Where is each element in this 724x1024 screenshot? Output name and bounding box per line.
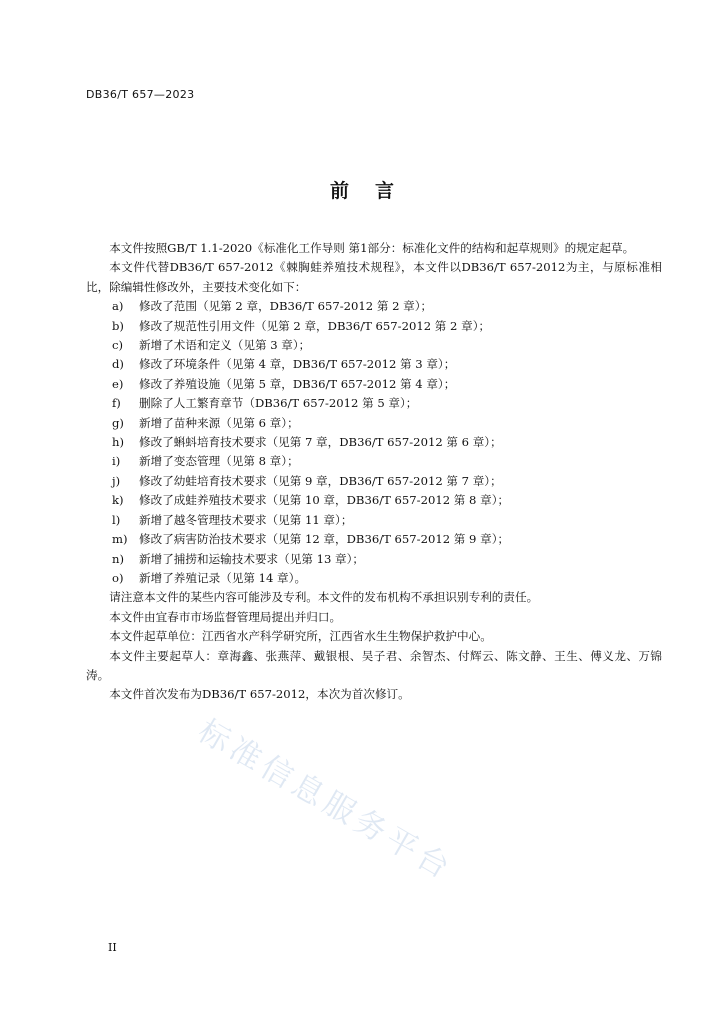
change-item-text: 新增了术语和定义（见第 3 章）； bbox=[139, 338, 311, 353]
paragraph-drafters: 本文件主要起草人：章海鑫、张燕萍、戴银根、吴子君、余智杰、付辉云、陈文静、王生、傅义龙、万锦涛。 bbox=[86, 648, 662, 682]
page-number: II bbox=[108, 941, 117, 954]
foreword-body bbox=[86, 239, 662, 705]
change-list-item bbox=[86, 297, 662, 316]
change-item-label: b) bbox=[112, 318, 124, 333]
change-list-item bbox=[86, 394, 662, 413]
change-list-item bbox=[86, 433, 662, 452]
change-item-label: f) bbox=[112, 396, 121, 411]
change-item-text: 修改了环境条件（见第 4 章，DB36/T 657-2012 第 3 章）； bbox=[139, 357, 456, 372]
change-item-label: j) bbox=[112, 473, 121, 488]
change-item-label: m) bbox=[112, 532, 128, 547]
watermark-text: 标准信息服务平台 bbox=[192, 712, 460, 889]
change-list-item bbox=[86, 530, 662, 549]
change-item-text: 修改了蝌蚪培育技术要求（见第 7 章，DB36/T 657-2012 第 6 章）； bbox=[139, 435, 502, 450]
change-item-label: l) bbox=[112, 512, 121, 527]
change-item-text: 修改了范围（见第 2 章，DB36/T 657-2012 第 2 章）； bbox=[139, 299, 433, 314]
change-list-item bbox=[86, 317, 662, 336]
paragraph-drafting-rules: 本文件按照GB/T 1.1-2020《标准化工作导则 第1部分：标准化文件的结构和起草规则》的规定起草。 bbox=[109, 241, 635, 255]
change-list-item bbox=[86, 355, 662, 374]
change-item-label: n) bbox=[112, 551, 124, 566]
change-item-label: i) bbox=[112, 454, 121, 469]
change-list-item bbox=[86, 569, 662, 588]
change-item-label: a) bbox=[112, 299, 124, 314]
change-item-text: 删除了人工繁育章节（DB36/T 657-2012 第 5 章）； bbox=[139, 396, 418, 411]
change-item-label: k) bbox=[112, 493, 124, 508]
change-list-item bbox=[86, 472, 662, 491]
change-item-text: 新增了养殖记录（见第 14 章）。 bbox=[139, 570, 307, 585]
change-item-text: 修改了养殖设施（见第 5 章，DB36/T 657-2012 第 4 章）； bbox=[139, 376, 456, 391]
change-item-label: e) bbox=[112, 376, 124, 391]
change-list-item bbox=[86, 511, 662, 530]
page-title: 前言 bbox=[329, 180, 420, 202]
change-item-label: g) bbox=[112, 415, 124, 430]
document-code-header: DB36/T 657—2023 bbox=[86, 88, 195, 101]
paragraph-first-issue: 本文件首次发布为DB36/T 657-2012，本次为首次修订。 bbox=[109, 687, 410, 702]
change-item-text: 修改了病害防治技术要求（见第 12 章，DB36/T 657-2012 第 9 章）； bbox=[139, 532, 510, 547]
change-item-text: 修改了规范性引用文件（见第 2 章，DB36/T 657-2012 第 2 章）； bbox=[139, 318, 491, 333]
change-item-text: 新增了变态管理（见第 8 章）； bbox=[139, 454, 299, 469]
change-item-text: 新增了越冬管理技术要求（见第 11 章）； bbox=[139, 512, 353, 527]
paragraph-drafting-units: 本文件起草单位：江西省水产科学研究所，江西省水生生物保护救护中心。 bbox=[109, 629, 492, 644]
technical-changes-list bbox=[86, 297, 662, 588]
change-item-text: 修改了幼蛙培育技术要求（见第 9 章，DB36/T 657-2012 第 7 章）； bbox=[139, 473, 502, 488]
change-item-label: c) bbox=[112, 338, 124, 353]
change-item-label: o) bbox=[112, 570, 124, 585]
paragraph-patent-notice: 请注意本文件的某些内容可能涉及专利。本文件的发布机构不承担识别专利的责任。 bbox=[109, 590, 539, 605]
change-item-label: h) bbox=[112, 435, 124, 450]
paragraph-proposer: 本文件由宜春市市场监督管理局提出并归口。 bbox=[109, 609, 342, 624]
change-list-item bbox=[86, 491, 662, 510]
paragraph-replacement: 本文件代替DB36/T 657-2012《棘胸蛙养殖技术规程》，本文件以DB36/T 657-2012为主，与原标准相比，除编辑性修改外，主要技术变化如下： bbox=[86, 260, 662, 294]
change-item-label: d) bbox=[112, 357, 124, 372]
change-list-item bbox=[86, 452, 662, 471]
change-list-item bbox=[86, 414, 662, 433]
change-list-item bbox=[86, 336, 662, 355]
change-list-item bbox=[86, 550, 662, 569]
change-item-text: 新增了捕捞和运输技术要求（见第 13 章）； bbox=[139, 551, 365, 566]
change-item-text: 修改了成蛙养殖技术要求（见第 10 章，DB36/T 657-2012 第 8 章）； bbox=[139, 493, 510, 508]
change-item-text: 新增了苗种来源（见第 6 章）； bbox=[139, 415, 299, 430]
change-list-item bbox=[86, 375, 662, 394]
